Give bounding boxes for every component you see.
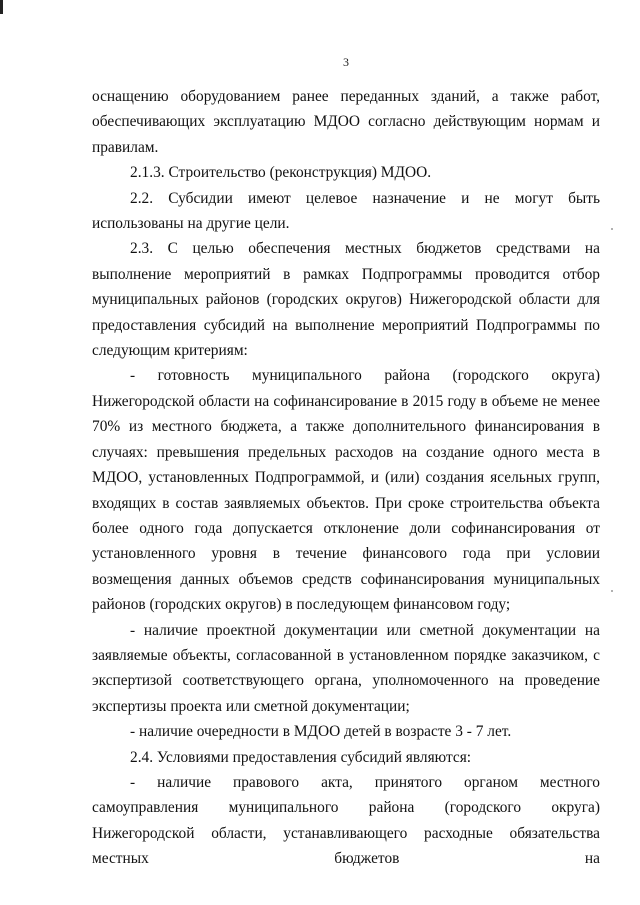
list-item-criterion-cofinancing: - готовность муниципального района (городского округа) Нижегородской области на софинансирование в 2015 году в объеме не менее 70% из местного бюджета, а также дополнительного финансирования в случаях: превышения предельных расходов на создание одного места в МДОО, установленных Подпрограммой, и (или) создания ясельных групп, входящих в состав заявляемых объектов. При сроке строительства объекта более одного года допускается отклонение доли софинансирования от установленного уровня в течение финансового года при условии возмещения данных объемов средств софинансирования муниципальных районов (городских округов) в последующем финансовом году; <box>92 367 600 614</box>
document-body <box>92 84 600 872</box>
scan-speck <box>611 228 613 230</box>
paragraph-2-4: 2.4. Условиями предоставления субсидий являются: <box>130 748 472 766</box>
scan-speck <box>611 590 613 592</box>
paragraph-2-1-3: 2.1.3. Строительство (реконструкция) МДОО. <box>130 164 432 182</box>
paragraph-2-2: 2.2. Субсидии имеют целевое назначение и не могут быть использованы на другие цели. <box>92 189 600 233</box>
paragraph-continuation: оснащению оборудованием ранее переданных зданий, а также работ, обеспечивающих эксплуатацию МДОО согласно действующим нормам и правилам. <box>92 88 600 156</box>
paragraph-2-3: 2.3. С целью обеспечения местных бюджетов средствами на выполнение мероприятий в рамках Подпрограммы проводится отбор муниципальных районов (городских округов) Нижегородской области для предоставления субсидий на выполнение мероприятий Подпрограммы по следующим критериям: <box>92 240 600 360</box>
list-item-criterion-documentation: - наличие проектной документации или сметной документации на заявляемые объекты, согласованной в установленном порядке заказчиком, с экспертизой соответствующего органа, уполномоченного на проведение экспертизы проекта или сметной документации; <box>92 621 600 715</box>
list-item-criterion-queue: - наличие очередности в МДОО детей в возрасте 3 - 7 лет. <box>130 723 512 741</box>
page-number: 3 <box>343 55 349 69</box>
scan-edge-mark <box>0 0 3 14</box>
list-item-condition-legal-act: - наличие правового акта, принятого органом местного самоуправления муниципального района (городского округа) Нижегородской области, устанавливающего расходные обязательства местных бюджетов на <box>92 773 600 868</box>
